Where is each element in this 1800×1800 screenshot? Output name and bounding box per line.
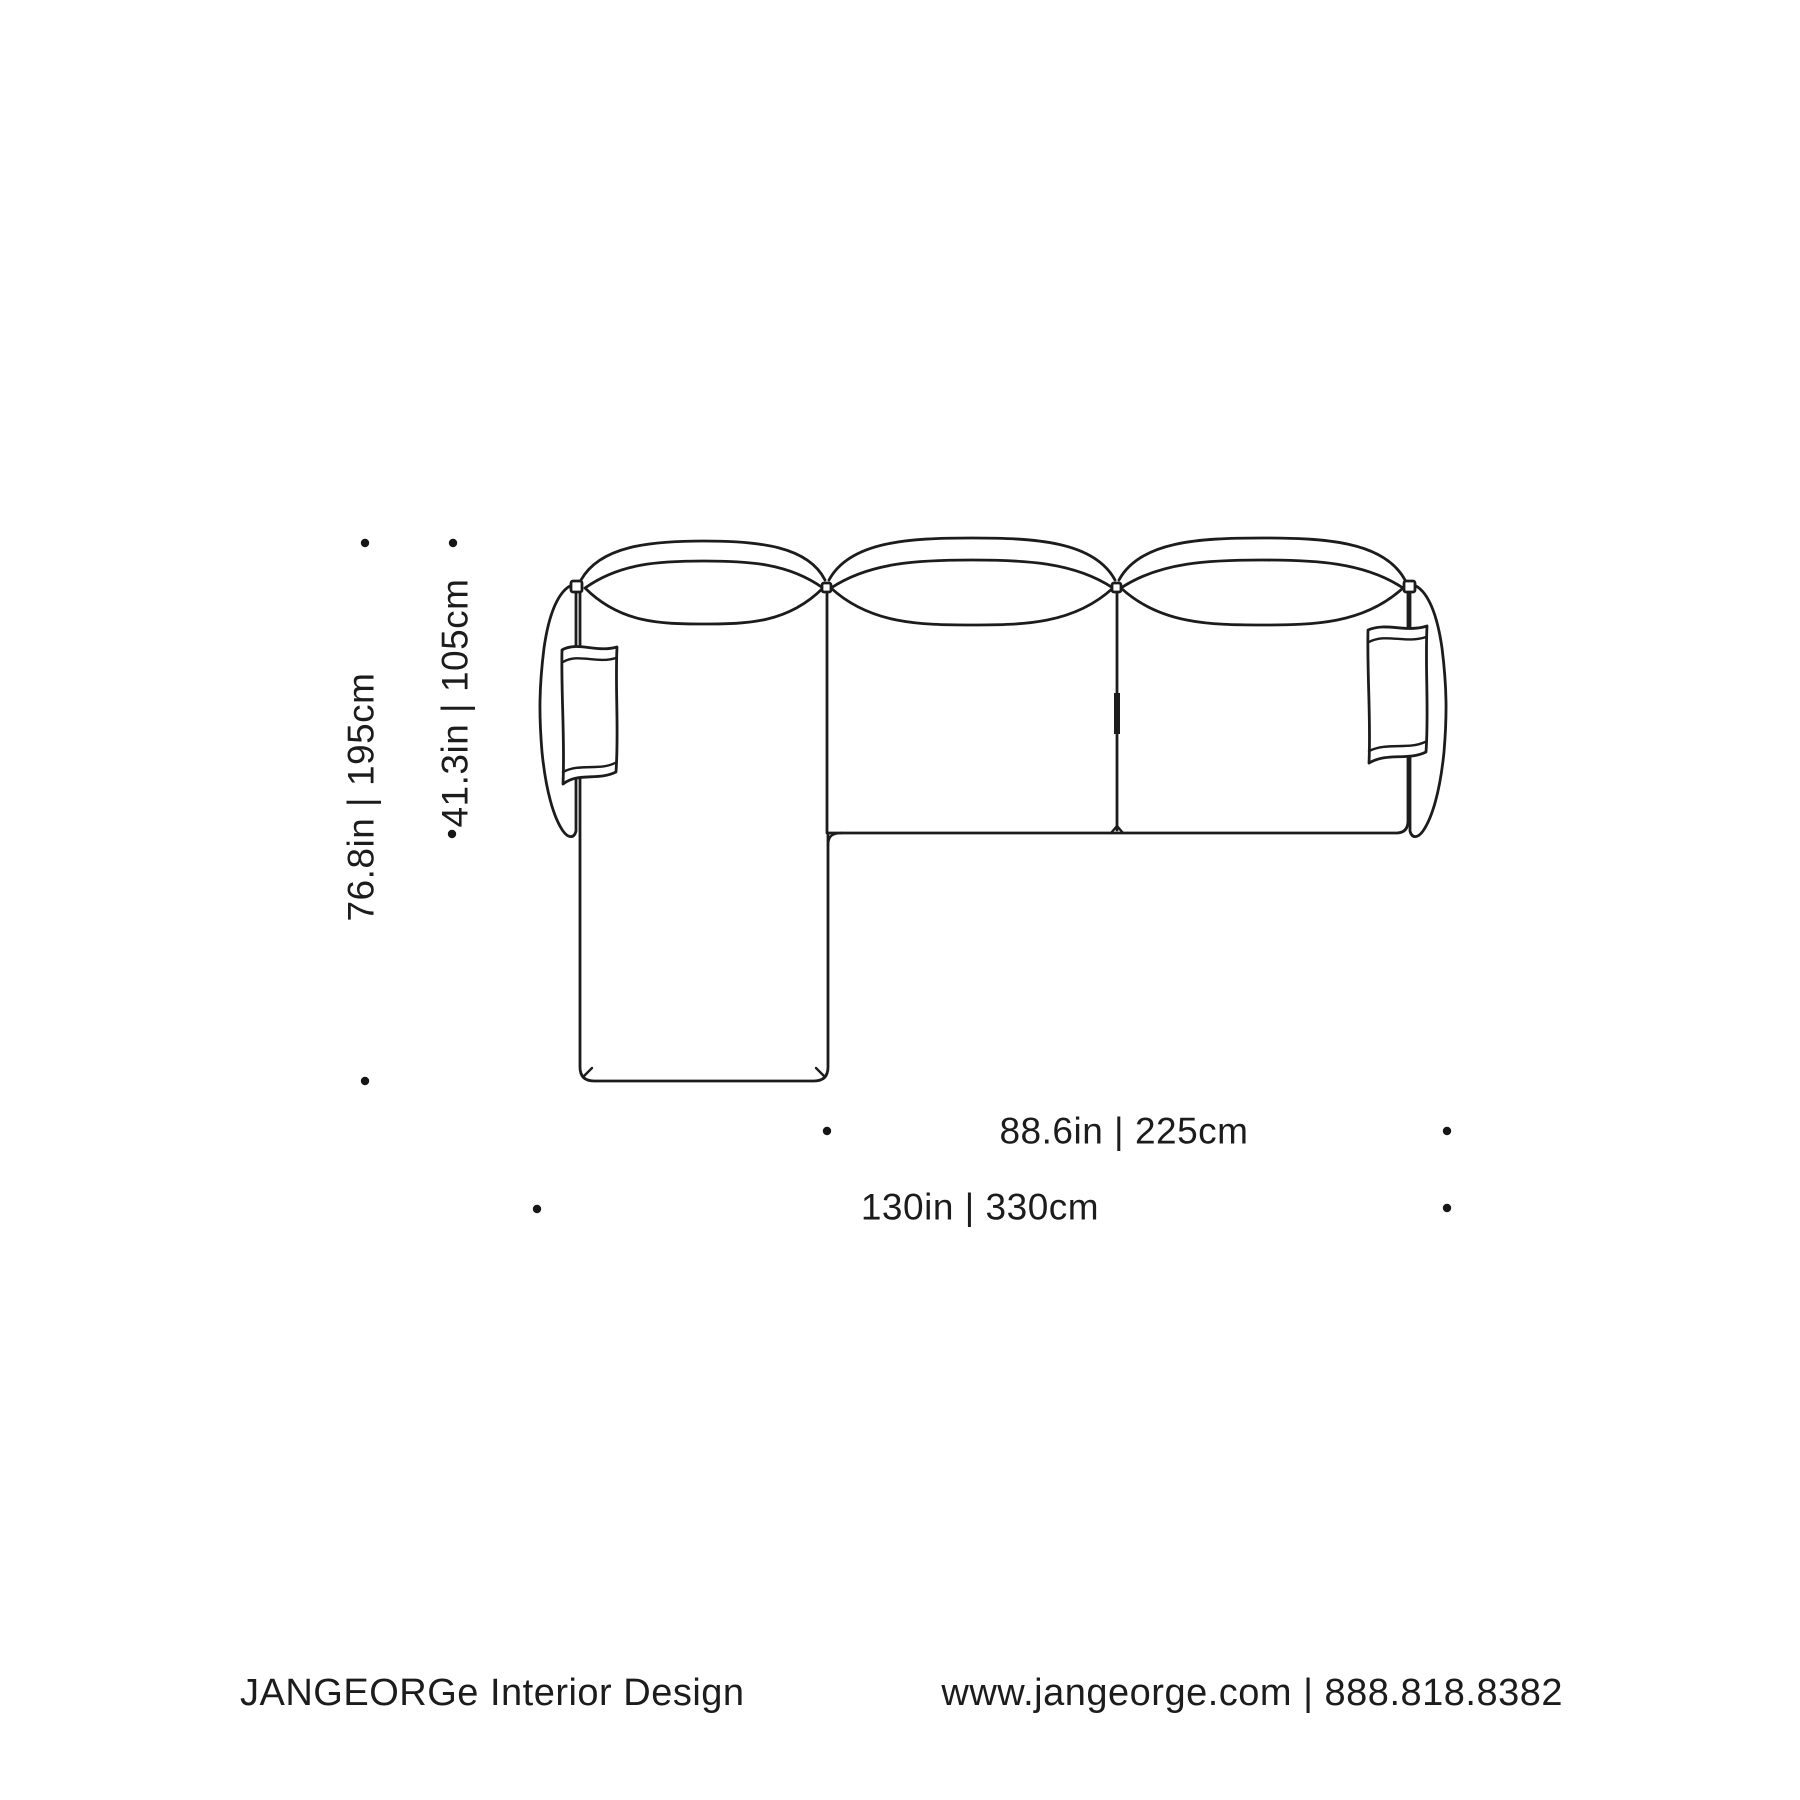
label-total-width: 130in | 330cm: [860, 1186, 1100, 1228]
connector-tab-right-arm: [1404, 581, 1415, 592]
dot-body-depth-top: [449, 539, 457, 547]
sofa-body-outline: [580, 592, 1408, 1081]
dot-total-width-left: [533, 1205, 541, 1213]
back-cushion-middle: [831, 560, 1113, 625]
front-edge-fillet: [828, 833, 842, 846]
dot-chaise-depth-bottom: [361, 1077, 369, 1085]
label-chaise-total-depth: 76.8in | 195cm: [340, 672, 382, 922]
connector-tab-left-arm: [571, 581, 582, 592]
dot-body-depth-bottom: [448, 830, 456, 838]
dot-seat-width-left: [823, 1127, 831, 1135]
connector-tab-pinch-1: [822, 583, 831, 592]
sofa-outline-group: [540, 538, 1446, 1081]
chaise-corner-tick-right: [816, 1068, 825, 1077]
footer: [240, 1672, 1563, 1714]
connector-tab-pinch-2: [1112, 583, 1121, 592]
armrest-pocket-right: [1368, 626, 1427, 763]
dot-chaise-depth-top: [361, 539, 369, 547]
dimension-dots: [361, 539, 1451, 1213]
dot-seat-width-right: [1443, 1127, 1451, 1135]
dot-total-width-right: [1443, 1204, 1451, 1212]
armrest-pocket-left-body: [562, 647, 617, 784]
back-cushion-right: [1121, 560, 1403, 625]
armrest-pocket-right-body: [1368, 626, 1427, 763]
chaise-corner-tick-left: [583, 1068, 592, 1077]
armrest-pocket-left: [562, 647, 617, 784]
dimension-labels: [341, 578, 1249, 1227]
back-cushion-left: [585, 561, 823, 624]
label-seat-section-width: 88.6in | 225cm: [999, 1110, 1249, 1152]
footer-contact: www.jangeorge.com | 888.818.8382: [941, 1672, 1563, 1714]
footer-brand: JANGEORGe Interior Design: [240, 1672, 745, 1714]
label-sofa-body-depth: 41.3in | 105cm: [434, 578, 476, 828]
